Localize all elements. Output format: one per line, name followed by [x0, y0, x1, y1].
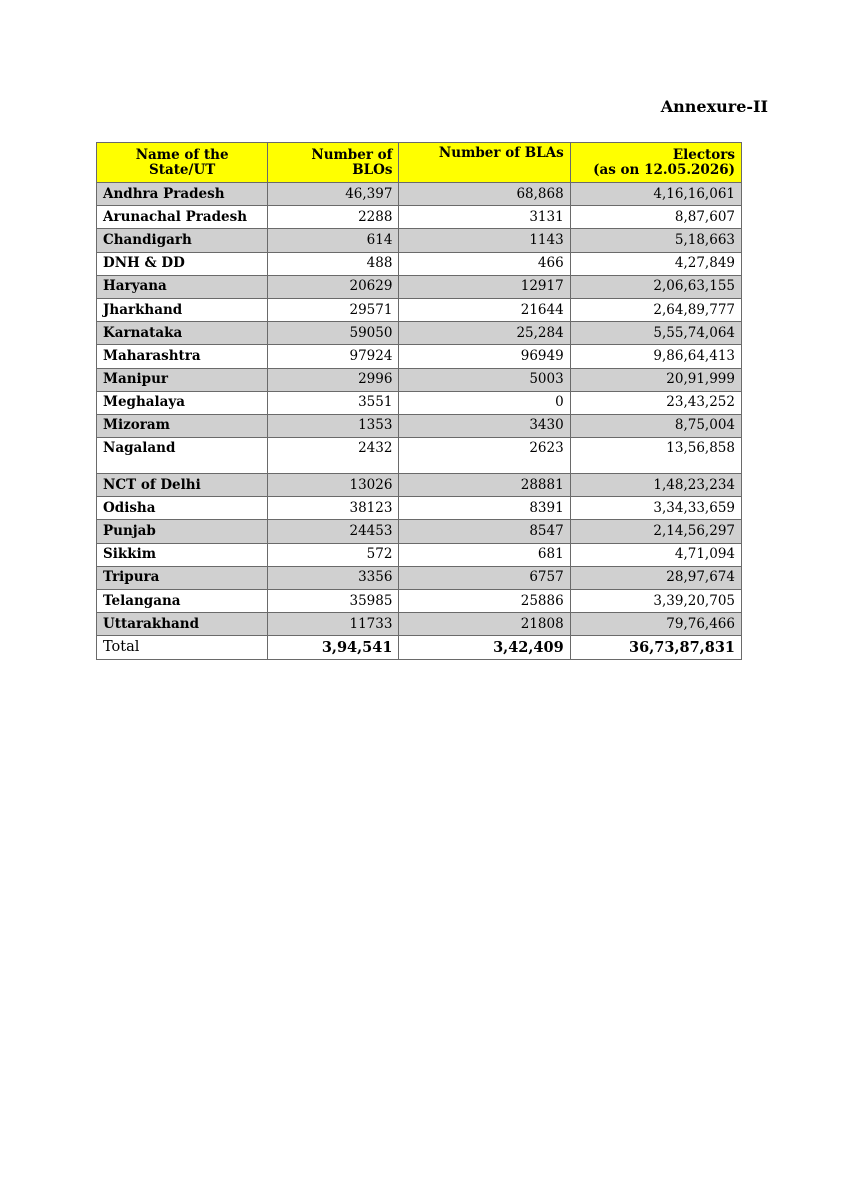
header-state: [97, 143, 268, 183]
table-row: [97, 497, 742, 520]
blas-cell: 25886: [399, 590, 570, 613]
blos-cell: 2432: [268, 438, 399, 474]
state-cell: Tripura: [97, 566, 268, 589]
blas-cell: 8391: [399, 497, 570, 520]
table-row: [97, 183, 742, 206]
header-blos: [268, 143, 399, 183]
electors-cell: 20,91,999: [570, 368, 741, 391]
electors-cell: 23,43,252: [570, 391, 741, 414]
header-blos-label: Number of BLOs: [311, 146, 393, 178]
blos-cell: 11733: [268, 613, 399, 636]
table-row: [97, 229, 742, 252]
header-electors-line1: Electors: [672, 146, 735, 163]
state-cell: Maharashtra: [97, 345, 268, 368]
blos-cell: 488: [268, 252, 399, 275]
blas-cell: 8547: [399, 520, 570, 543]
state-cell: Uttarakhand: [97, 613, 268, 636]
state-cell: Mizoram: [97, 414, 268, 437]
electors-cell: 5,18,663: [570, 229, 741, 252]
electors-cell: 2,64,89,777: [570, 298, 741, 321]
table-row: [97, 590, 742, 613]
state-cell: Odisha: [97, 497, 268, 520]
state-cell: Arunachal Pradesh: [97, 206, 268, 229]
blas-cell: 28881: [399, 474, 570, 497]
blas-cell: 681: [399, 543, 570, 566]
table-row: [97, 613, 742, 636]
blas-cell: 96949: [399, 345, 570, 368]
annexure-title: Annexure-II: [660, 97, 768, 116]
header-state-label: Name of the State/UT: [135, 146, 229, 178]
table-row: [97, 414, 742, 437]
header-electors-line2: (as on 12.05.2026): [593, 161, 735, 178]
state-cell: Karnataka: [97, 322, 268, 345]
electors-cell: 2,06,63,155: [570, 275, 741, 298]
electors-cell: 5,55,74,064: [570, 322, 741, 345]
blos-cell: 1353: [268, 414, 399, 437]
blas-cell: 21644: [399, 298, 570, 321]
blos-cell: 97924: [268, 345, 399, 368]
state-cell: Nagaland: [97, 438, 268, 474]
electors-cell: 9,86,64,413: [570, 345, 741, 368]
header-blas-label: Number of BLAs: [438, 145, 564, 161]
total-electors: 36,73,87,831: [570, 636, 741, 659]
state-cell: Sikkim: [97, 543, 268, 566]
blos-cell: 2996: [268, 368, 399, 391]
total-blos: 3,94,541: [268, 636, 399, 659]
total-blas: 3,42,409: [399, 636, 570, 659]
electors-cell: 1,48,23,234: [570, 474, 741, 497]
blos-cell: 13026: [268, 474, 399, 497]
blos-cell: 3551: [268, 391, 399, 414]
table-row: [97, 298, 742, 321]
electors-cell: 8,87,607: [570, 206, 741, 229]
blas-cell: 5003: [399, 368, 570, 391]
state-cell: Andhra Pradesh: [97, 183, 268, 206]
electors-cell: 79,76,466: [570, 613, 741, 636]
table-row: [97, 252, 742, 275]
table-row: [97, 275, 742, 298]
table-row: [97, 543, 742, 566]
electors-table: [96, 142, 742, 660]
electors-cell: 4,71,094: [570, 543, 741, 566]
header-electors: [570, 143, 741, 183]
blas-cell: 3430: [399, 414, 570, 437]
table-row: [97, 322, 742, 345]
state-cell: Haryana: [97, 275, 268, 298]
blas-cell: 1143: [399, 229, 570, 252]
blas-cell: 68,868: [399, 183, 570, 206]
state-cell: NCT of Delhi: [97, 474, 268, 497]
table-row: [97, 391, 742, 414]
state-cell: Chandigarh: [97, 229, 268, 252]
blas-cell: 21808: [399, 613, 570, 636]
blas-cell: 12917: [399, 275, 570, 298]
electors-cell: 4,16,16,061: [570, 183, 741, 206]
table-row: [97, 520, 742, 543]
total-label: Total: [97, 636, 268, 659]
electors-cell: 3,34,33,659: [570, 497, 741, 520]
blos-cell: 614: [268, 229, 399, 252]
electors-cell: 4,27,849: [570, 252, 741, 275]
table-row: [97, 474, 742, 497]
blas-cell: 6757: [399, 566, 570, 589]
state-cell: Telangana: [97, 590, 268, 613]
blos-cell: 572: [268, 543, 399, 566]
state-cell: Punjab: [97, 520, 268, 543]
blas-cell: 2623: [399, 438, 570, 474]
electors-cell: 28,97,674: [570, 566, 741, 589]
table-row: [97, 368, 742, 391]
total-row: [97, 636, 742, 659]
table-row: [97, 438, 742, 474]
table-row: [97, 566, 742, 589]
state-cell: Jharkhand: [97, 298, 268, 321]
header-blas: [399, 143, 570, 183]
electors-cell: 2,14,56,297: [570, 520, 741, 543]
table-header-row: [97, 143, 742, 183]
state-cell: DNH & DD: [97, 252, 268, 275]
blas-cell: 0: [399, 391, 570, 414]
blas-cell: 25,284: [399, 322, 570, 345]
electors-cell: 8,75,004: [570, 414, 741, 437]
blos-cell: 2288: [268, 206, 399, 229]
state-cell: Meghalaya: [97, 391, 268, 414]
blos-cell: 46,397: [268, 183, 399, 206]
electors-cell: 13,56,858: [570, 438, 741, 474]
blos-cell: 24453: [268, 520, 399, 543]
blos-cell: 3356: [268, 566, 399, 589]
electors-cell: 3,39,20,705: [570, 590, 741, 613]
blos-cell: 20629: [268, 275, 399, 298]
table-row: [97, 345, 742, 368]
blas-cell: 466: [399, 252, 570, 275]
blos-cell: 38123: [268, 497, 399, 520]
blos-cell: 59050: [268, 322, 399, 345]
blos-cell: 29571: [268, 298, 399, 321]
state-cell: Manipur: [97, 368, 268, 391]
blos-cell: 35985: [268, 590, 399, 613]
table-row: [97, 206, 742, 229]
blas-cell: 3131: [399, 206, 570, 229]
